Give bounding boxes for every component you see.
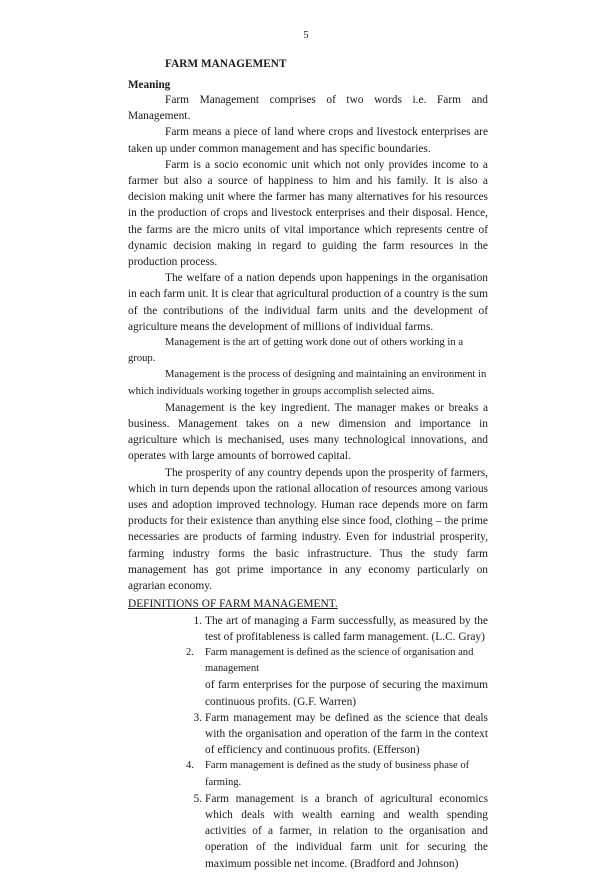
paragraph-4: The welfare of a nation depends upon happenings in the organisation in each farm unit. It is clear that agricultural production of a country is the sum of the contributions of the individual farm units and the development of agriculture means the development of millions of individual farms. [128,272,488,333]
list-item-number: 3. [193,711,202,724]
page-title: FARM MANAGEMENT [165,58,287,70]
list-item-text: Farm management is defined as the study of business phase of farming. [205,760,470,788]
paragraph-1: Farm Management comprises of two words i.e. Farm and Management. [128,94,488,123]
list-item-number: 4. [186,760,194,772]
list-item-continuation: of farm enterprises for the purpose of securing the maximum continuous profits. (G.F. Warren) [205,679,488,708]
list-item [128,613,488,645]
definitions-heading-wrap [128,594,488,612]
paragraph-6: The prosperity of any country depends upon the prosperity of farmers, which in turn depends upon the rational allocation of resources among various uses and adoption improved technology. Human race depends more on farm products for their existence than anything else since food, clothing – the prime necessaries are products of farming industry. Even for industrial prosperity, farming industry forms the basic infrastructure. Thus the study farm management has got prime importance in any economy particularly on agrarian economy. [128,466,488,593]
list-item-text: Farm management may be defined as the science that deals with the organisation and operation of the farm in the context of efficiency and continuous profits. (Efferson) [205,711,488,757]
list-item-number: 1. [193,614,202,627]
management-line-2: Management is the process of designing and maintaining an environment in [165,369,487,381]
paragraph-5: Management is the key ingredient. The manager makes or breaks a business. Management takes on a new dimension and importance in agriculture which is mechanised, uses many technological innovations, and operates with large amounts of borrowed capital. [128,401,488,463]
list-item-number: 5. [193,792,202,805]
list-item [128,758,488,790]
definitions-list [128,613,488,872]
section-heading-meaning: Meaning [128,79,171,91]
list-item-text: Farm management is a branch of agricultural economics which deals with wealth earning and wealth spending activities of a farmer, in relation to the organisation and operation of the individual farm unit for securing the maximum possible net income. (Bradford and Johnson) [205,792,488,870]
management-line-1: Management is the art of getting work done out of others working in a group. [128,337,464,365]
page-number: 5 [303,30,309,41]
paragraph-3: Farm is a socio economic unit which not only provides income to a farmer but also a source of happiness to him and his family. It is also a decision making unit where the farmer has many alternatives for his resources in the production of crops and livestock enterprises and their disposal. Hence, the farms are the micro units of vital importance which represents centre of dynamic decision making in regard to guiding the farm resources in the production process. [128,158,488,269]
list-item [128,710,488,759]
paragraph-2: Farm means a piece of land where crops and livestock enterprises are taken up under common management and has specific boundaries. [128,126,488,155]
management-line-3: which individuals working together in groups accomplish selected aims. [128,385,435,397]
page-content [128,58,488,872]
list-item-text: The art of managing a Farm successfully, as measured by the test of profitableness is called farm management. (L.C. Gray) [205,614,488,643]
list-item [128,645,488,710]
list-item-number: 2. [186,646,194,658]
definitions-heading: DEFINITIONS OF FARM MANAGEMENT. [128,598,338,611]
list-item [128,791,488,872]
list-item-text: Farm management is defined as the science of organisation and management [205,646,474,675]
